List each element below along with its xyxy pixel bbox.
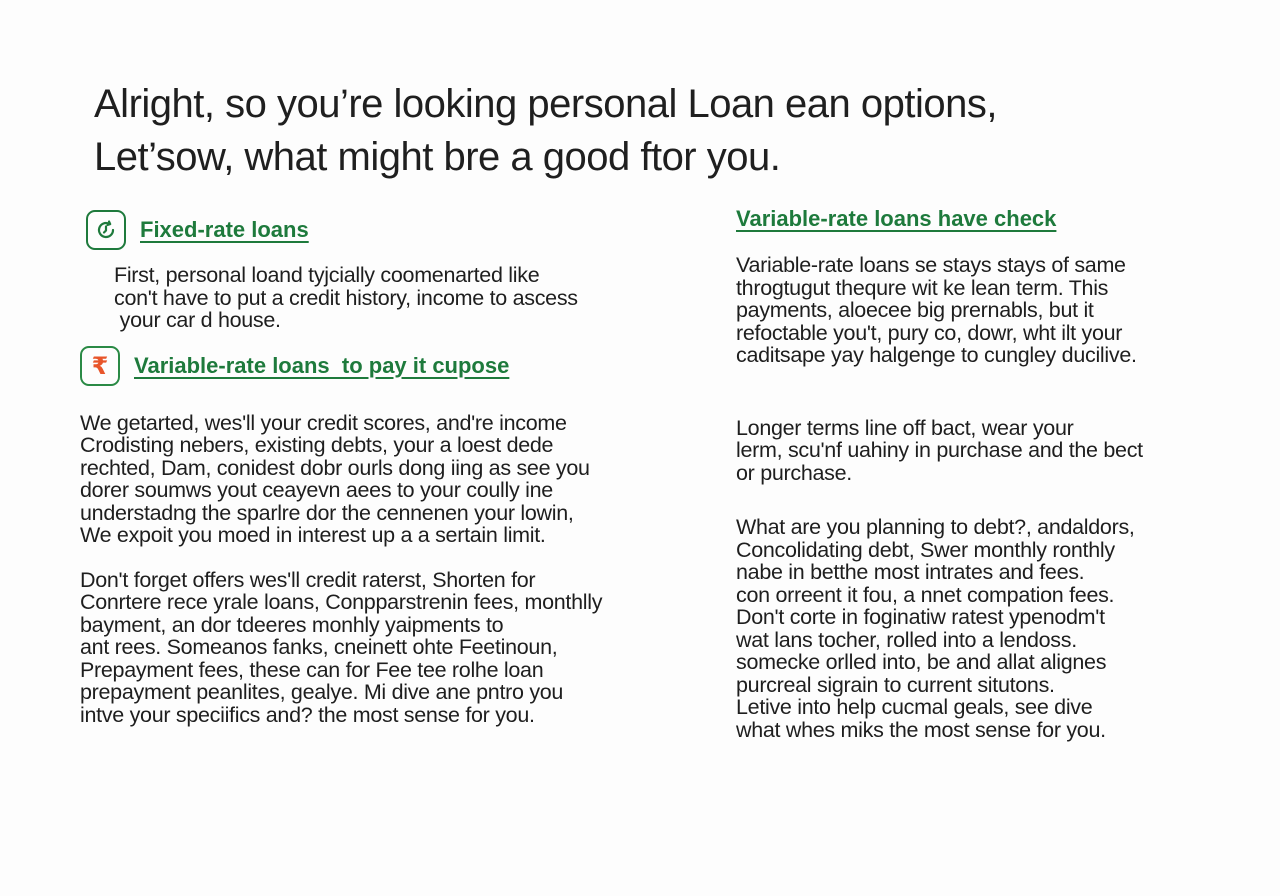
text-line: Don't forget offers wes'll credit raterst, Shorten for [80,567,536,592]
text-line: rechted, Dam, conidest dobr ourls dong iing as see you [80,455,590,480]
text-line: Concolidating debt, Swer monthly ronthly [736,537,1115,562]
variable-rate-title[interactable]: Variable-rate loans to pay it cupose [134,352,510,378]
text-line: We getarted, wes'll your credit scores, and're income [80,410,567,435]
text-line: lerm, scu'nf uahiny in purchase and the bect [736,438,1143,462]
text-line: con orreent it fou, a nnet compation fees. [736,582,1115,607]
text-line: We expoit you moed in interest up a a sertain limit. [80,523,546,547]
clock-refresh-icon [86,210,126,250]
text-line: dorer soumws yout ceayevn aees to your coully ine [80,478,553,502]
currency-glyph: ₹ [91,351,109,380]
right-column [736,206,1216,741]
text-line: Don't corte in foginatiw ratest ypenodm't [736,605,1105,629]
text-line: nabe in betthe most intrates and fees. [736,560,1085,584]
variable-rate-check-title[interactable]: Variable-rate loans have check [736,206,1057,231]
text-line: what whes miks the most sense for you. [736,717,1106,742]
text-line: First, personal loand tyjcially coomenarted like [114,263,540,287]
fixed-rate-text [114,264,680,332]
text-line: Letive into help cucmal geals, see dive [736,695,1093,719]
headline-line: Alright, so you’re looking personal Loan ean options, [94,82,997,126]
text-line: Longer terms line off bact, wear your [736,415,1074,440]
text-line: caditsape yay halgenge to cungley ducilive. [736,343,1137,367]
longer-terms-paragraph [736,417,1216,485]
text-line: or purchase. [736,460,852,485]
left-column [80,210,680,726]
text-line: Variable-rate loans se stays stays of same [736,253,1126,277]
headline-line: Let’sow, what might bre a good ftor you. [94,135,781,179]
text-line: payments, aloecee big prernabls, but it [736,298,1094,322]
text-line: throgtugut thequre wit ke lean term. This [736,275,1109,300]
text-line: your car d house. [114,308,281,332]
fees-paragraph [80,569,680,727]
text-line: somecke orlled into, be and allat alignes [736,650,1107,674]
currency-icon [80,346,120,386]
text-line: con't have to put a credit history, income to ascess [114,285,578,310]
fixed-rate-title[interactable]: Fixed-rate loans [140,217,309,242]
variable-rate-text [736,254,1216,367]
planning-paragraph [736,516,1216,741]
text-line: understadng the sparlre dor the cennenen your lowin, [80,500,574,525]
text-line: intve your speciifics and? the most sense for you. [80,702,535,727]
text-line: wat lans tocher, rolled into a lendoss. [736,627,1077,652]
text-line: bayment, an dor tdeeres monhly yaipments to [80,612,504,637]
text-line: purcreal sigrain to current situtons. [736,672,1055,697]
text-line: prepayment peanlites, gealye. Mi dive ane pntro you [80,680,564,704]
text-line: ant rees. Someanos fanks, cneinett ohte Feetinoun, [80,635,558,659]
variable-rate-heading [80,346,680,386]
variable-rate-check-heading [736,206,1216,232]
text-line: What are you planning to debt?, andaldors, [736,515,1135,539]
fixed-rate-heading [86,210,680,250]
credit-scores-paragraph [80,412,680,547]
text-line: Conrtere rece yrale loans, Conpparstrenin fees, monthlly [80,590,603,614]
text-line: Prepayment fees, these can for Fee tee rolhe loan [80,657,544,682]
text-line: refoctable you't, pury co, dowr, wht ilt your [736,320,1123,345]
text-line: Crodisting nebers, existing debts, your a loest dede [80,433,554,457]
page-headline [94,78,1194,184]
